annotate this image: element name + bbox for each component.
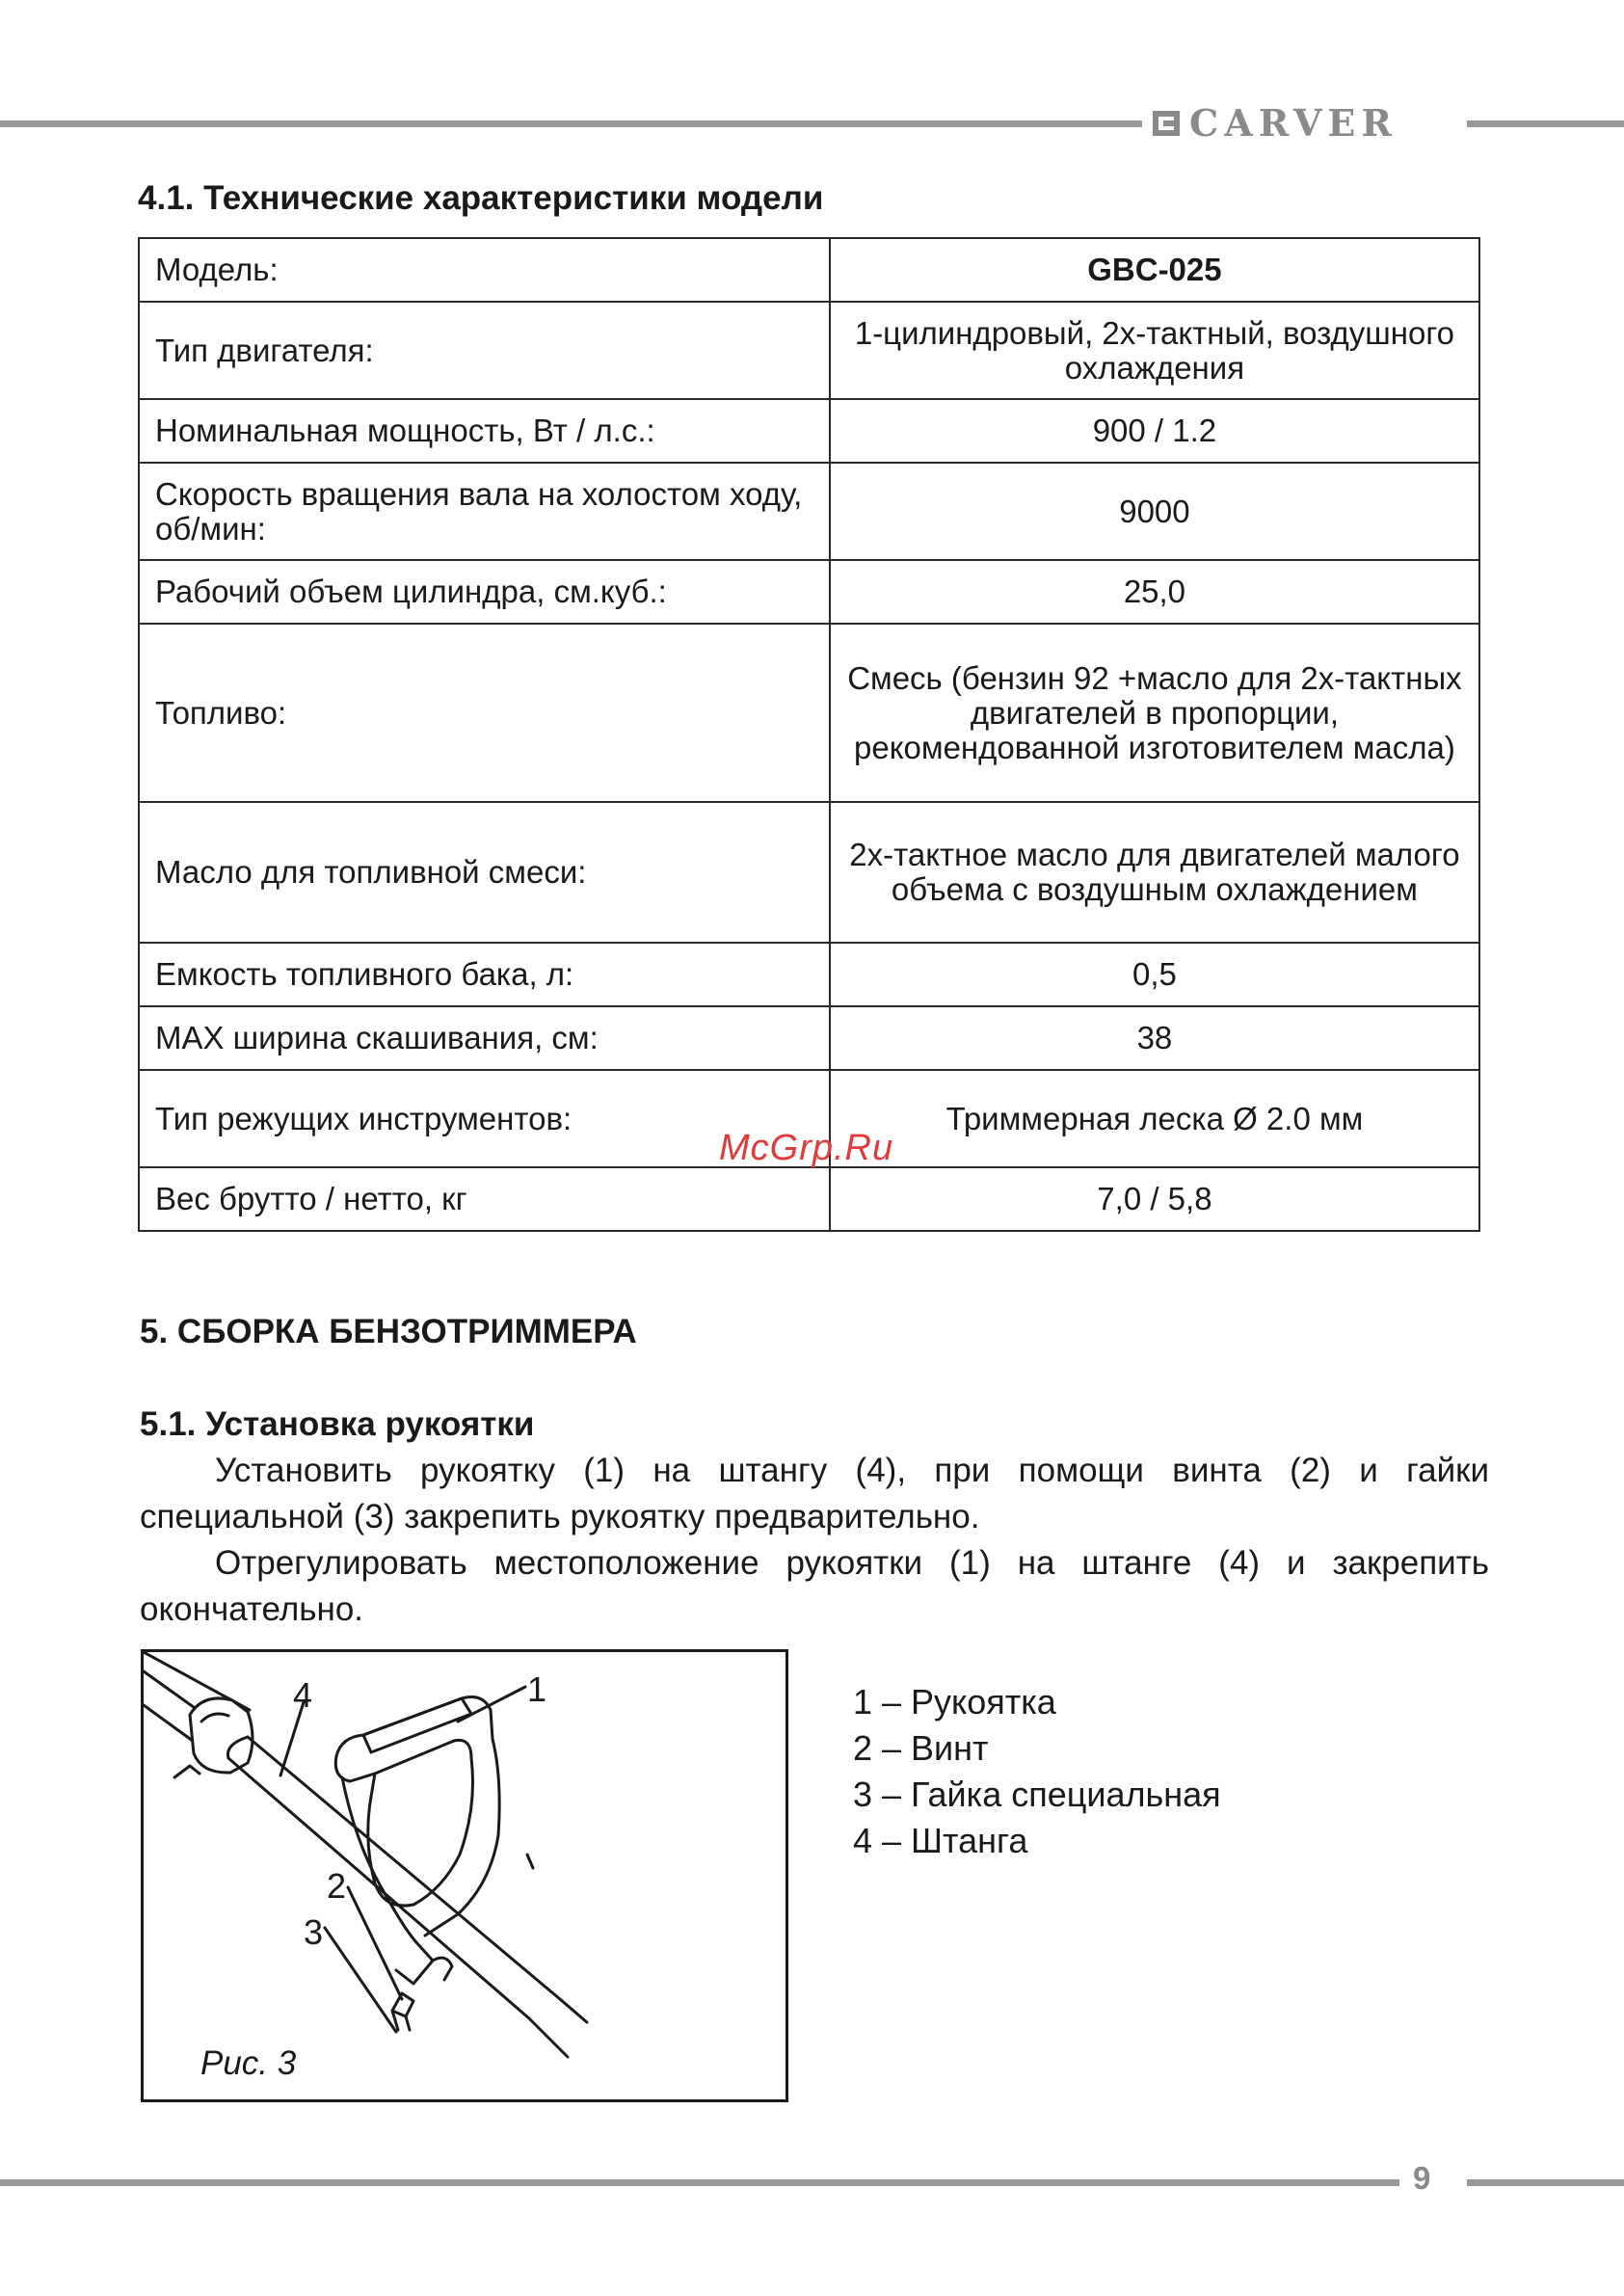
spec-label: Тип режущих инструментов: [139, 1070, 830, 1167]
spec-label: Номинальная мощность, Вт / л.с.: [139, 399, 830, 463]
spec-label: Емкость топливного бака, л: [139, 943, 830, 1006]
figure-caption: Рис. 3 [200, 2044, 297, 2082]
spec-label: Масло для топливной смеси: [139, 802, 830, 943]
spec-value: 900 / 1.2 [830, 399, 1479, 463]
callout-number: 2 [327, 1866, 347, 1906]
callout-number: 3 [304, 1912, 324, 1952]
spec-value: 0,5 [830, 943, 1479, 1006]
table-row [139, 302, 1479, 399]
section-heading: 5. СБОРКА БЕНЗОТРИММЕРА [140, 1313, 637, 1350]
spec-table [138, 237, 1480, 1232]
brand-logo [1153, 101, 1459, 145]
table-row [139, 1006, 1479, 1070]
figure-legend [853, 1679, 1221, 1864]
carver-logo-icon [1153, 109, 1180, 138]
spec-value: GBC-025 [830, 238, 1479, 302]
spec-label: Скорость вращения вала на холостом ходу, об/мин: [139, 463, 830, 560]
handle-assembly-figure [141, 1649, 788, 2102]
table-row [139, 943, 1479, 1006]
spec-value: Триммерная леска Ø 2.0 мм [830, 1070, 1479, 1167]
table-row [139, 399, 1479, 463]
spec-label: Топливо: [139, 624, 830, 802]
callout-number: 4 [293, 1675, 313, 1715]
spec-value: 9000 [830, 463, 1479, 560]
instruction-paragraph: Установить рукоятку (1) на штангу (4), при помощи винта (2) и гайки специальной (3) закрепить рукоятку предварительно. [140, 1452, 1489, 1535]
footer-rule-right [1467, 2179, 1624, 2186]
table-row [139, 463, 1479, 560]
header-rule-right [1467, 120, 1624, 127]
spec-label: MAX ширина скашивания, см: [139, 1006, 830, 1070]
footer-rule-left [0, 2179, 1399, 2186]
spec-label: Рабочий объем цилиндра, см.куб.: [139, 560, 830, 624]
spec-label: Модель: [139, 238, 830, 302]
spec-label: Вес брутто / нетто, кг [139, 1167, 830, 1231]
watermark: McGrp.Ru [719, 1128, 894, 1168]
legend-item: 3 – Гайка специальная [853, 1775, 1221, 1814]
header-rule-left [0, 120, 1142, 127]
spec-value: 1-цилиндровый, 2х-тактный, воздушного охлаждения [830, 302, 1479, 399]
table-row [139, 1167, 1479, 1231]
table-row [139, 802, 1479, 943]
table-row [139, 624, 1479, 802]
callout-number: 1 [527, 1669, 547, 1709]
spec-value: 7,0 / 5,8 [830, 1167, 1479, 1231]
table-row [139, 560, 1479, 624]
legend-item: 1 – Рукоятка [853, 1682, 1056, 1722]
spec-value: 38 [830, 1006, 1479, 1070]
table-row [139, 238, 1479, 302]
spec-value: 25,0 [830, 560, 1479, 624]
legend-item: 2 – Винт [853, 1728, 989, 1768]
brand-name: CARVER [1189, 101, 1398, 145]
handle-illustration [144, 1652, 785, 2099]
spec-label: Тип двигателя: [139, 302, 830, 399]
page-number: 9 [1413, 2160, 1431, 2196]
subsection-heading: 5.1. Установка рукоятки [140, 1405, 535, 1443]
spec-value: 2х-тактное масло для двигателей малого объема с воздушным охлаждением [830, 802, 1479, 943]
instruction-paragraph: Отрегулировать местоположение рукоятки (1) на штанге (4) и закрепить окончательно. [140, 1544, 1489, 1628]
spec-heading: 4.1. Технические характеристики модели [138, 179, 824, 217]
spec-value: Смесь (бензин 92 +масло для 2х-тактных двигателей в пропорции, рекомендованной изготовителем масла) [830, 624, 1479, 802]
legend-item: 4 – Штанга [853, 1821, 1028, 1860]
